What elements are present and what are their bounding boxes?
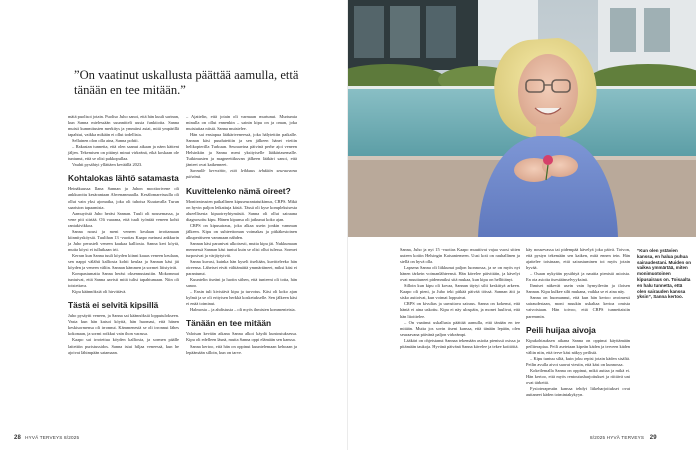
page-number: 29: [649, 435, 657, 441]
paragraph: Sanna, Juho ja nyt 15 -vuotias Kaapo muuttivat vajaa vuosi sitten uuteen kotiin Helsingin Kaisaniemeen. Uusi koti on rauhallinen ja siellä on hyvä olla.: [400, 247, 520, 265]
paragraph: Lapsena Sanna oli liikkunut paljon luonnossa, ja se on myös nyt hänen tärkein voimanlähteensä. Hän kävelee päivittäin, ja kävelyt ovat muuttuneet pidemmiksi sitä mukaa, kun kipu on hellittänyt.: [400, 265, 520, 283]
paragraph: Sanna kertoo, että hän on oppinut kuuntelemaan kehoaan ja lepäämään silloin, kun on tarve.: [186, 343, 297, 355]
left-column-1: [68, 114, 179, 432]
paragraph: – Kipu tuntuu siltä, kuin joku repisi jotain käden sisältä. Peilin avulla aivot saavat viestin, että käsi on kunnossa.: [526, 355, 630, 367]
paragraph: Heinäkuussa Ilana Sannan ja Juhon moottorivene oli ankkuroitu kesärantaan Ahvenanmaalla. Kesälomareissulla oli ollut vain yksi ajomatka, joka oli tuhoisa Kuutavalla Turun saariston tapaamista.: [68, 186, 179, 210]
paragraph: Silloin kun kipu oli kovaa, Sannan täytyi silti keskittyä arkeen. Kaapo oli pieni, ja Juho teki pitkää päivää töissä. Sannan äiti ja sisko auttoivat, kun voimat loppuivat.: [400, 283, 520, 301]
section-heading: Tästä ei selvitä kipsillä: [68, 300, 159, 311]
paragraph: CRPS on kipusairaus, joka alkaa usein jonkin vamman jälkeen. Kipu on suhteettoman voimakas ja pitkäkestoinen alkuperäiseen vammaan nähden.: [186, 222, 297, 240]
paragraph: Vauhti pysähtyi yllättäen keväällä 2023.: [72, 162, 143, 168]
folio-left: [14, 435, 79, 441]
paragraph: Sellainen olon olla aina, Sanna pohtii.: [72, 138, 139, 144]
paragraph: Fysioterapeutin kanssa tehdyt liikeharjoitukset ovat auttaneet käden toimintakykyyn.: [526, 385, 630, 397]
paragraph: Sanna kuvasi, kuinka hän kyseli itseltään, kuvitteleeko hän oireensa. Läheiset eivät välttämättä ymmärtäneet, miksi käsi ei parantunut.: [186, 258, 297, 277]
paragraph: Kerran kun Sanna tuuli köyden kiinni kauas veneen keulaan, sen nappi välähti kalliosta kohti keulaa ja Sannan käsi jäi köyden ja veneen väliin. Sannan kämmen ja sormet litistyivät.: [68, 252, 179, 271]
paragraph: Kuuntelin itseäni ja luotin siihen, että tunteeni oli totta, hän sanoo.: [186, 277, 297, 289]
paragraph: Sanna on huomannut, että kun hän kertoo avoimesti sairaudestaan, moni muukin uskaltaa kertoa omista vaivoistaan. Hän toivoo, että CRPS tunnettaisiin paremmin.: [526, 295, 630, 319]
paragraph: Sanna nousi ja meni veneen keulaan irrottamaan kiinnitysköysiä. Tuulihan 13 -vuotias Kaapo meinasi ankkurin ja Juho perusteli veneen kaukaa kalliosta. Sanna keri köytä, mutta köysi ei tullutkaan irti.: [68, 228, 179, 252]
paragraph: – Ensin tuli kivistävä kipu ja turvotus. Käsi oli koko ajan kylmä ja se oli erityisen herkkä kosketukselle. Sen jälkeen käsi ei enää toiminut.: [186, 289, 297, 307]
paragraph: Kipukohtauksen aikana Sanna on oppinut käyttämään peiliterapiaa. Peili asetetaan kipeän käden ja terveen käden väliin niin, että terve käsi näkyy peilistä.: [526, 337, 630, 355]
section-heading: Tänään en tee mitään: [186, 318, 272, 329]
paragraph: Sannalle kerrottiin, että leikkaus tehdään seuraavana päivänä.: [186, 168, 297, 180]
section-heading: Kuvittelenko nämä oireet?: [186, 185, 291, 196]
magazine-title: 8/2025 HYVÄ TERVEYS: [590, 435, 645, 440]
page-number: 28: [14, 435, 22, 441]
paragraph: Aamuyöstä Juho heräsi Sannan. Tuuli oli nousemassa, ja vene piti siirtää. Oli vaarana, että tuuli työntää veneen kohti rantakivikkoa.: [68, 210, 179, 228]
paragraph: käy nousevassa tai pidempää kävelyä joka päivä. Toivon, että pystyn tekemään sen kaiken, mitä ennen tein. Hän ajattelee toisinaan, että sairastuminen toi myös jotain hyvää.: [526, 247, 630, 271]
paragraph: Ihmiset näkevät usein vain hymyilevän ja iloisen Sannan. Kipu kulkee silti mukana, vaikka se ei aina näy.: [526, 283, 630, 295]
paragraph: Kompastumatta Sanna heräsi oksennustautiin. Mokommat tuntuivat, että Sanna aavisti mitä tulisi tapahtumaan. Niin oli toistettava.: [68, 271, 179, 289]
paragraph: Sannan käsi paranivat ulkoisesti, mutta kipu jäi. Nukkumaan mennessä Sannan käsi tuntui kuin se olisi ollut tulessa. Sormet turposivat ja värjäytyivät.: [186, 240, 297, 258]
paragraph: Kaapo sai irrotettua köyden kalliosta, ja sormen päälle laitettiin puristussidos. Sanna istui hiljaa veneessä, kun he ajoivat lähimpään satamaan.: [68, 337, 179, 355]
magazine-title: HYVÄ TERVEYS 8/2025: [25, 435, 80, 440]
photo-caption: ”Kun olen ystävien kanssa, en halua puhua sairaudestani. Muiden on vaikea ymmärtää, miten monimuotoinen kipusairaus on. Toisaalta en halu tunnetta, että olen sairauden kanssa yksin”, Sanna kertoo.: [637, 248, 692, 300]
folio-right: [590, 435, 657, 441]
portrait-photo: [348, 0, 696, 237]
paragraph: Hän sai ensiapua lääkäriveneessä, joka hälytettiin paikalle. Sannan käsi puudutettiin ja sen jälkeen hänet vietiin helikopterilla Turkuun. Seuraavina päivinä perhe ajoi veneen Helsinkiin ja Sanna meni yksityiselle lääkäriasemalle. Tutkimusten ja magneettikuvan jälkeen lääkäri sanoi, että jänteet ovat katkenneet.: [186, 132, 297, 168]
paragraph: – Ajattelin, että jotain oli varmaan murtunut. Murtumia minulla on ollut ennenkin – sainin kipu on ja oman, joka muistuttaa niistä. Sanna muistelee.: [186, 114, 297, 132]
paragraph: mätä puolisoi jotain. Puoliso Juho sanoi, että hän kuuli sarinan, kun Sanna mielessään suunnitteli uusia funktioita. Sanna muisti kummitusten merkitys ja ymmärsi asiat, mitä ympärillä tapahtui, vaikka mikään ei ollut todellista.: [68, 114, 179, 138]
photo-illustration: [348, 0, 696, 237]
paragraph: Lääkäri on ohjeistanut Sannaa tekemään asioita pienissä osissa ja pitämään taukoja. Hyvänä päivänä Sanna kävelee ja tekee kotitöitä.: [400, 337, 520, 349]
paragraph: Kokeilemalla Sanna on oppinut, mikä auttaa ja mikä ei. Hän kertoo, että myös rentoutusharjoitukset ja riittävä uni ovat tärkeitä.: [526, 367, 630, 385]
section-heading: Kohtalokas lähtö satamasta: [68, 173, 179, 184]
paragraph: Kipu käännöksiä oli hirvittävä.: [72, 289, 127, 295]
paragraph: – On vaatinut uskallusta päättää aamulla, että tänään en tee mitään. Mutta jos sovin itseni kanssa, että tänään lepään, olen seuraavana päivänä paljon virkeämpi.: [400, 319, 520, 337]
paragraph: Halmosta – ja ahdistusta – oli myös ihmisten kommenteista.: [190, 307, 296, 313]
paragraph: Juho pysäytti veneen, ja Sanna sai käännöksiä lopputulokseen. Vasta kun hän katsoi köyttä, hän huomasi, että hänen keskisormensa oli irronnut. Kämmenestä se oli irronnut lähes kokonaan, ja sormi roikkui vain ihon varassa.: [68, 313, 179, 337]
section-heading: Peili huijaa aivoja: [526, 324, 596, 335]
left-column-2: [186, 114, 297, 432]
right-column-2: [526, 247, 630, 435]
paragraph: – Osaan nykyään pysähtyä ja nauttia pienistä asioista. En ota asioita itsestäänselvyyksinä.: [526, 271, 630, 283]
right-column-1: [400, 247, 520, 435]
paragraph: Moniteatrusten paikallinen kipuseurantatutkimus, CRPS. Mikä on hyvin paljon leikattuja käsiä. Tässä oli kyse kompleksisesta alueellisesta kipuoireyhtymästä. Sanna oli ollut sairaana diagnosoitu kipu. Hänen kipunsa oli jatkunut koko ajan.: [186, 198, 297, 222]
paragraph: CRPS on kivulias ja uuvuttava sairaus. Sanna on kokenut, että häntä ei aina uskottu. Kipu ei näy ulospäin, ja monet luulivat, että hän liioittelee.: [400, 301, 520, 319]
pull-quote: ”On vaatinut uskallusta päättää aamulla, että tänään en tee mitään.”: [74, 68, 299, 97]
paragraph: – Rakastan tunnetta, että olen saanut aikaan ja näen kättent jäljen. Tekemisen on pitänyt minut virkeänä, eikä koskaan ole tuntunut, että se olisi pakkopullaa.: [68, 144, 179, 162]
paragraph: Valoisan kevään aikana Sanna alkoi käydä kuntoutuksessa. Kipu oli edelleen läsnä, mutta Sanna oppi elämään sen kanssa.: [186, 331, 297, 343]
